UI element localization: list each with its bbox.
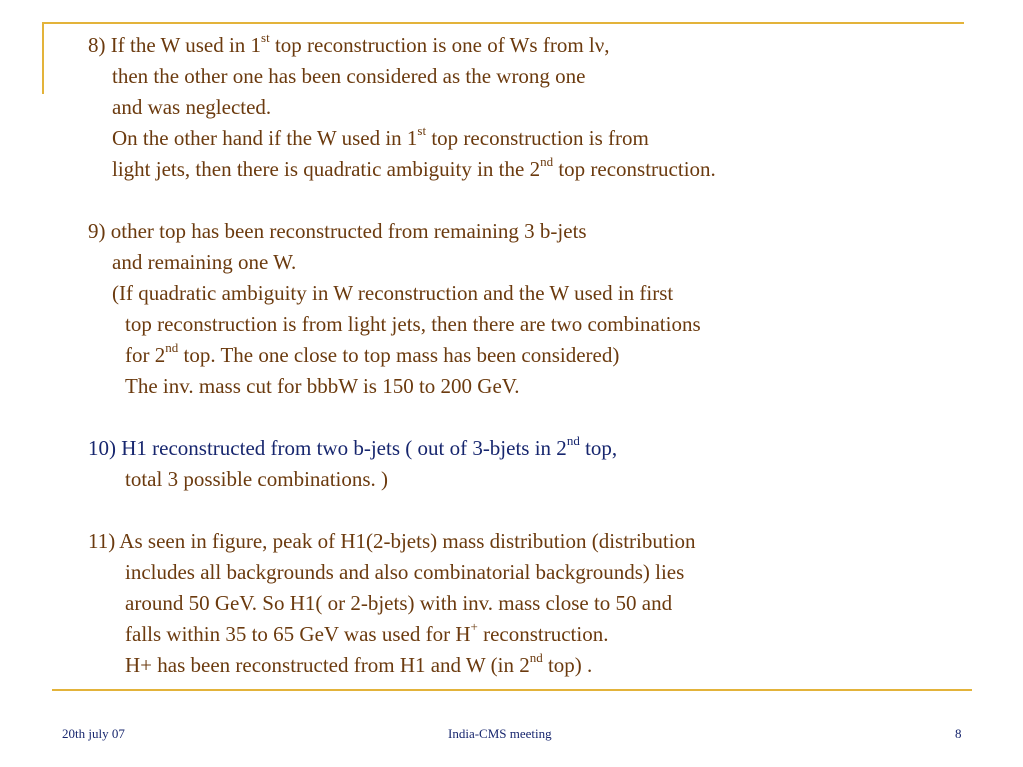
item9-line5: for 2nd top. The one close to top mass has been considered) (125, 340, 620, 367)
item8-line5: light jets, then there is quadratic ambiguity in the 2nd top reconstruction. (112, 154, 716, 181)
item11-line1: 11) As seen in figure, peak of H1(2-bjets) mass distribution (distribution (88, 529, 696, 553)
item8-line2: then the other one has been considered as the wrong one (112, 64, 586, 88)
item11-line5: H+ has been reconstructed from H1 and W (in 2nd top) . (125, 650, 593, 677)
item9-line2: and remaining one W. (112, 250, 297, 274)
item8-line3: and was neglected. (112, 95, 272, 119)
item11-line2: includes all backgrounds and also combinatorial backgrounds) lies (125, 560, 685, 584)
decorative-top-line (42, 22, 964, 24)
item9-line3: (If quadratic ambiguity in W reconstruction and the W used in first (112, 281, 674, 305)
item10-line2: total 3 possible combinations. ) (125, 467, 389, 491)
item9-line6: The inv. mass cut for bbbW is 150 to 200 GeV. (125, 374, 520, 398)
item11-line4: falls within 35 to 65 GeV was used for H+ reconstruction. (125, 619, 609, 646)
decorative-vertical-line (42, 22, 44, 94)
item11-line3: around 50 GeV. So H1( or 2-bjets) with inv. mass close to 50 and (125, 591, 673, 615)
decorative-bottom-line (52, 689, 972, 691)
item9-line1: 9) other top has been reconstructed from remaining 3 b-jets (88, 219, 587, 243)
footer-page-number: 8 (955, 726, 962, 741)
item8-line1: 8) If the W used in 1st top reconstruction is one of Ws from lν, (88, 30, 610, 57)
footer-date: 20th july 07 (62, 726, 125, 741)
item9-line4: top reconstruction is from light jets, then there are two combinations (125, 312, 701, 336)
item8-line4: On the other hand if the W used in 1st top reconstruction is from (112, 123, 649, 150)
item10-line1: 10) H1 reconstructed from two b-jets ( out of 3-bjets in 2nd top, (88, 433, 618, 460)
footer-meeting-title: India-CMS meeting (448, 726, 552, 741)
